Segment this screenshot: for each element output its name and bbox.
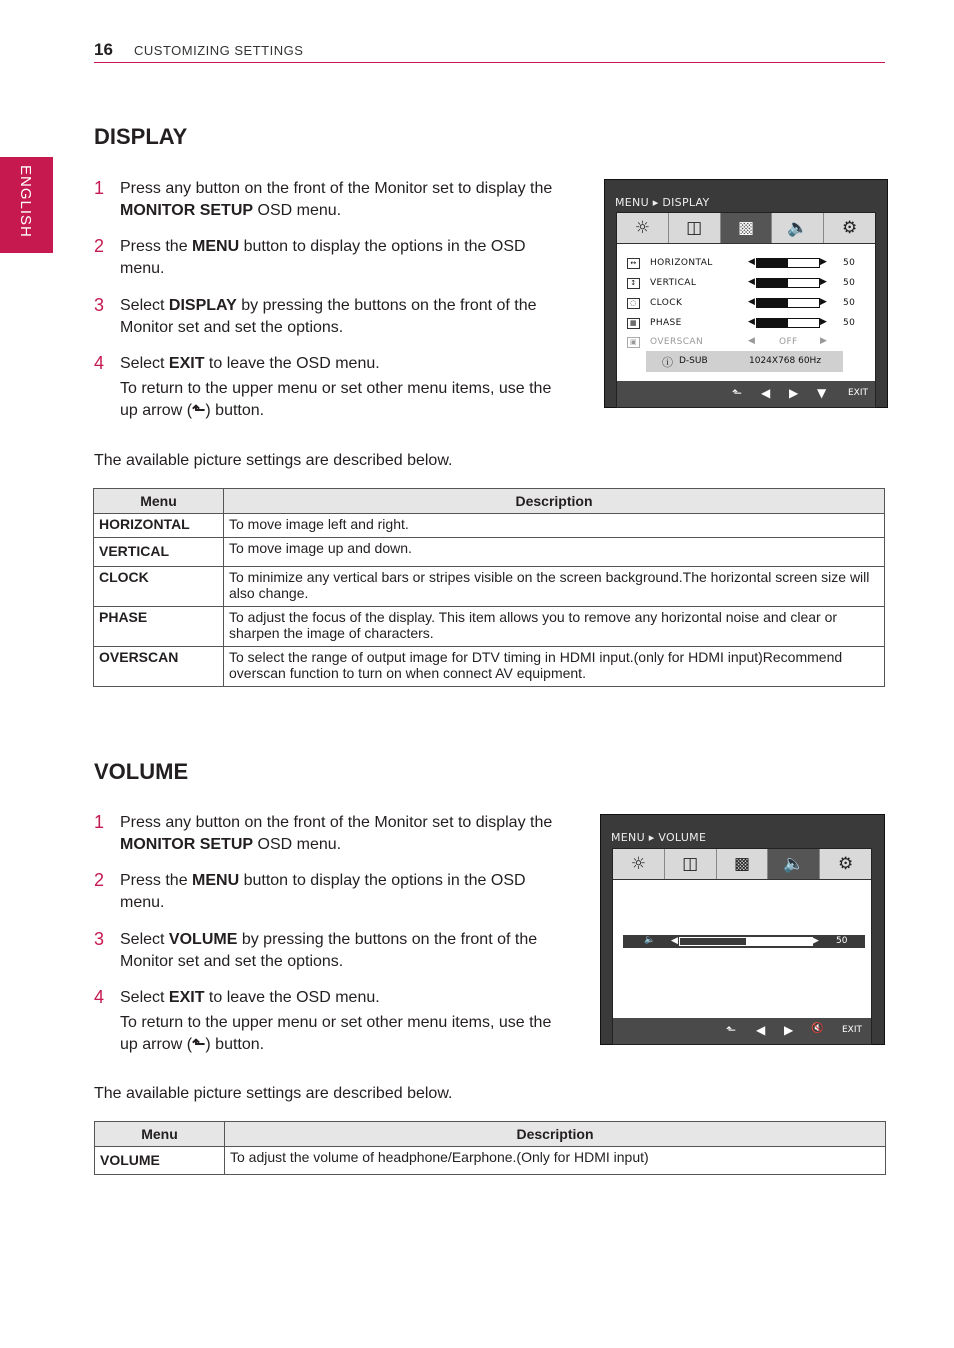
up-arrow-icon: ⬑ (726, 1023, 737, 1037)
osd-tabs (613, 849, 871, 880)
table-header-description: Description (225, 1122, 886, 1147)
speaker-icon: 🔈 (644, 935, 656, 945)
display-icon: ▩ (721, 213, 773, 243)
step-number: 3 (94, 295, 105, 315)
volume-step-3: 3 Select VOLUME by pressing the buttons on the front of the Monitor set and set the options. (94, 929, 538, 970)
exit-label: EXIT (848, 388, 869, 398)
volume-value: 50 (836, 936, 848, 946)
language-label: ENGLISH (17, 165, 34, 238)
speaker-icon: 🔈 (768, 849, 820, 879)
brightness-icon: ☼ (613, 849, 665, 879)
up-arrow-icon: ⬑ (192, 1036, 206, 1053)
osd-tabs (617, 213, 875, 244)
exit-label: EXIT (842, 1025, 863, 1035)
volume-slider-row: 🔈 ◀ ▶ 50 (623, 935, 865, 948)
display-note: To return to the upper menu or set other menu items, use the up arrow (⬑) button. (120, 378, 560, 422)
table-row: VERTICAL To move image up and down. (94, 538, 885, 567)
volume-bar (679, 937, 813, 946)
step-number: 1 (94, 812, 105, 832)
step-number: 2 (94, 236, 105, 256)
volume-note: To return to the upper menu or set other menu items, use the up arrow (⬑) button. (120, 1012, 560, 1056)
volume-heading: VOLUME (94, 759, 189, 784)
step-number: 1 (94, 178, 105, 198)
left-arrow-icon: ◀ (761, 386, 771, 400)
osd-footer (613, 1018, 871, 1044)
up-arrow-icon: ⬑ (732, 386, 743, 400)
table-row: CLOCK To minimize any vertical bars or stripes visible on the screen background.The horizontal screen size will also change. (94, 567, 885, 607)
table-header-menu: Menu (94, 489, 224, 514)
overscan-icon: ▣ (627, 337, 640, 348)
display-intro: The available picture settings are described below. (94, 452, 453, 469)
settings-gear-icon: ⚙ (837, 854, 854, 874)
display-step-3: 3 Select DISPLAY by pressing the buttons on the front of the Monitor set and set the options. (94, 295, 537, 336)
display-step-1: 1 Press any button on the front of the Monitor set to display the MONITOR SETUP OSD menu. (94, 178, 553, 219)
info-icon: ⓘ (662, 356, 673, 369)
chapter-title: CUSTOMIZING SETTINGS (134, 43, 304, 58)
mute-icon: 🔇 (811, 1023, 824, 1034)
horizontal-icon: ↔ (627, 258, 640, 269)
up-arrow-icon: ⬑ (192, 402, 206, 419)
osd-footer (617, 381, 875, 407)
display-settings-table (93, 488, 885, 687)
osd-breadcrumb: MENU ▸ DISPLAY (615, 196, 710, 209)
step-number: 4 (94, 987, 105, 1007)
language-tab (0, 157, 53, 253)
table-row: HORIZONTAL To move image left and right. (94, 514, 885, 538)
volume-settings-table (94, 1121, 886, 1175)
volume-osd-screenshot (600, 814, 885, 1045)
table-header-description: Description (224, 489, 885, 514)
clock-icon: ◌ (627, 298, 640, 309)
step-number: 4 (94, 353, 105, 373)
left-arrow-icon: ◀ (756, 1023, 766, 1037)
settings-gear-icon: ⚙ (841, 218, 858, 238)
header-rule (94, 62, 885, 63)
phase-icon: ▦ (627, 318, 640, 329)
picture-icon: ◫ (669, 213, 721, 243)
display-step-4: 4 Select EXIT to leave the OSD menu. (94, 353, 380, 373)
down-arrow-icon: ▼ (817, 386, 827, 400)
right-arrow-icon: ▶ (784, 1023, 794, 1037)
osd-breadcrumb: MENU ▸ VOLUME (611, 831, 707, 844)
display-osd-screenshot: MENU ▸ DISPLAY ☼ ◫ ▩ 🔈 ⚙ ↔ HORIZONTAL ◀ ▶ 50 ↕ VERTICAL ◀ ▶ 50 ◌ CLOCK ◀ ▶ 50 ▦ PHASE ◀ ▶ 50 ▣ OVERSCAN ◀ OFF ▶ ⓘ D-SUB 1024X768 60Hz ⬑ ◀ ▶ ▼ EXIT (604, 179, 888, 408)
vertical-icon: ↕ (627, 278, 640, 289)
osd-source-bar: ⓘ D-SUB 1024X768 60Hz (646, 351, 843, 372)
brightness-icon: ☼ (617, 213, 669, 243)
step-number: 2 (94, 870, 105, 890)
table-header-menu: Menu (95, 1122, 225, 1147)
speaker-icon: 🔈 (772, 213, 824, 243)
table-row: PHASE To adjust the focus of the display. This item allows you to remove any horizontal noise and clear or sharpen the image of characters. (94, 607, 885, 647)
display-heading: DISPLAY (94, 124, 188, 149)
volume-intro: The available picture settings are described below. (94, 1085, 453, 1102)
display-step-2: 2 Press the MENU button to display the options in the OSD menu. (94, 236, 526, 277)
table-row: VOLUME To adjust the volume of headphone/Earphone.(Only for HDMI input) (95, 1147, 886, 1175)
right-arrow-icon: ▶ (789, 386, 799, 400)
table-row: OVERSCAN To select the range of output image for DTV timing in HDMI input.(only for HDMI input)Recommend overscan function to turn on when connect AV equipment. (94, 647, 885, 687)
picture-icon: ◫ (665, 849, 717, 879)
volume-step-4: 4 Select EXIT to leave the OSD menu. (94, 987, 380, 1007)
page-number: 16 (94, 40, 113, 59)
step-number: 3 (94, 929, 105, 949)
volume-step-2: 2 Press the MENU button to display the options in the OSD menu. (94, 870, 526, 911)
display-icon: ▩ (717, 849, 769, 879)
volume-step-1: 1 Press any button on the front of the Monitor set to display the MONITOR SETUP OSD menu. (94, 812, 553, 853)
